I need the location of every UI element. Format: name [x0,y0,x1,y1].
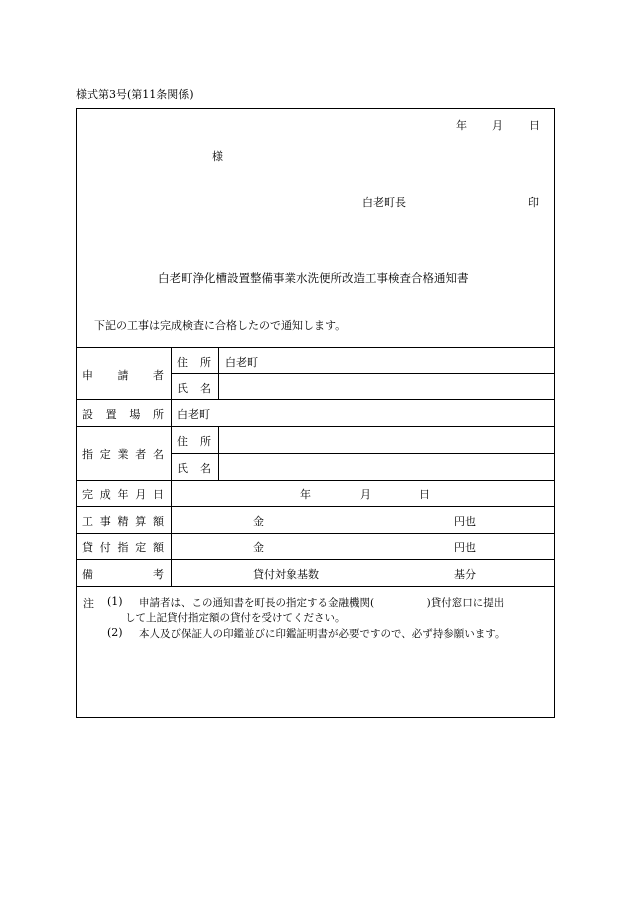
note-1-line-1: 申請者は、この通知書を町長の指定する金融機関( )貸付窓口に提出 [139,597,505,609]
contractor-address-label: 住 所 [177,435,211,448]
table-line [76,559,555,560]
completion-day: 日 [419,488,430,501]
loan-suffix: 円也 [454,541,476,554]
applicant-name-label: 氏 名 [177,382,211,395]
date-day: 日 [529,119,540,132]
seal-mark: 印 [528,196,539,209]
table-line [171,373,555,374]
settlement-suffix: 円也 [454,515,476,528]
table-line [76,480,555,481]
table-bottom-line [76,586,555,587]
notes-head: 注 [83,597,94,610]
table-line [171,453,555,454]
settlement-label: 工 事 精 算 額 [82,515,164,528]
settlement-prefix: 金 [253,515,264,528]
applicant-address-label: 住 所 [177,356,211,369]
issuer: 白老町長 [362,196,406,209]
date-year: 年 [456,119,467,132]
note-1-number: (1) [107,595,123,608]
note-1-line-2: して上記貸付指定額の貸付を受けてください。 [125,612,346,624]
completion-month: 月 [360,488,371,501]
note-2-number: (2) [107,626,123,639]
remarks-suffix: 基分 [454,568,476,581]
contractor-label: 指 定 業 者 名 [82,448,164,461]
form-number: 様式第3号(第11条関係) [76,88,194,101]
remarks-label: 備 考 [82,568,164,581]
site-label: 設 置 場 所 [82,408,164,421]
completion-date-label: 完 成 年 月 日 [82,488,164,501]
contractor-name-label: 氏 名 [177,462,211,475]
date-month: 月 [492,119,503,132]
table-line [76,399,555,400]
applicant-label: 申 請 者 [82,369,164,382]
table-col-line [218,426,219,480]
site-value: 白老町 [177,408,210,421]
note-2-text: 本人及び保証人の印鑑並びに印鑑証明書が必要ですので、必ず持参願います。 [139,628,506,640]
table-line [76,506,555,507]
table-top-line [76,347,555,348]
table-line [76,533,555,534]
loan-label: 貸 付 指 定 額 [82,541,164,554]
completion-year: 年 [300,488,311,501]
table-col-line [171,347,172,586]
loan-prefix: 金 [253,541,264,554]
table-line [76,426,555,427]
table-col-line [218,347,219,400]
intro-text: 下記の工事は完成検査に合格したので通知します。 [94,319,347,332]
document-title: 白老町浄化槽設置整備事業水洗便所改造工事検査合格通知書 [158,271,469,285]
remarks-text: 貸付対象基数 [253,568,319,581]
addressee-suffix: 様 [212,150,223,163]
applicant-address-value: 白老町 [225,356,258,369]
